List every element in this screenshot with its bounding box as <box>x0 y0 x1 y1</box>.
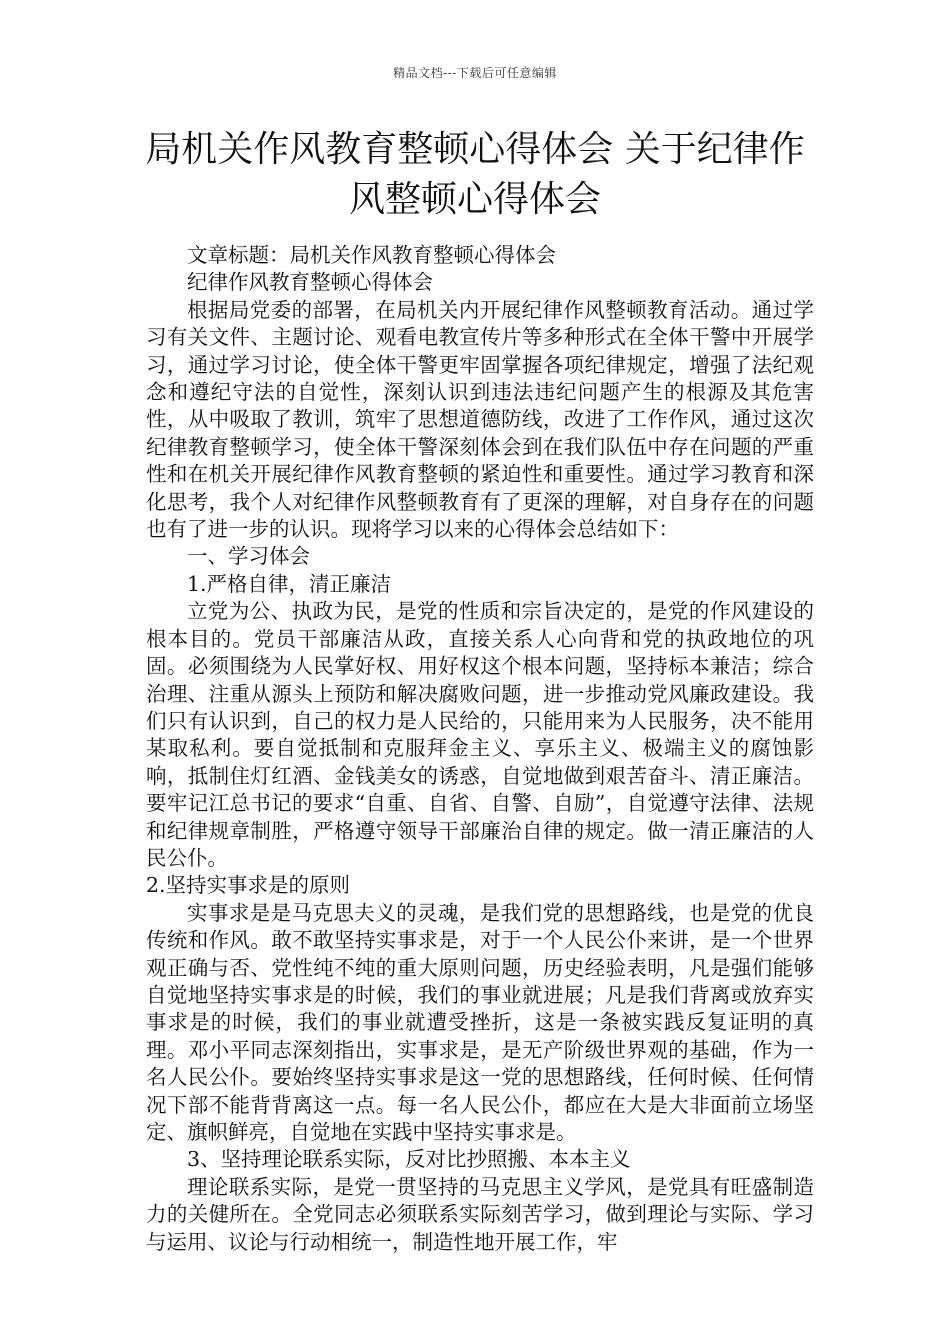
article-title-line: 文章标题：局机关作风教育整顿心得体会 <box>187 243 556 267</box>
intro-paragraph: 根据局党委的部署，在局机关内开展纪律作风整顿教育活动。通过学习有关文件、主题讨论、观看电教宣传片等多种形式在全体干警中开展学习，通过学习讨论，使全体干警更牢固掌握各项纪律规定，增强了法纪观念和遵纪守法的自觉性，深刻认识到违法违纪问题产生的根源及其危害性，从中吸取了教训，筑牢了思想道德防线，改进了工作作风，通过这次纪律教育整顿学习，使全体干警深刻体会到在我们队伍中存在问题的严重性和在机关开展纪律作风教育整顿的紧迫性和重要性。通过学习教育和深化思考，我个人对纪律作风整顿教育有了更深的理解，对自身存在的问题也有了进一步的认识。现将学习以来的心得体会总结如下： <box>146 297 814 542</box>
document-title: 局机关作风教育整顿心得体会 关于纪律作风整顿心得体会 <box>145 129 805 220</box>
subsection-heading-2: 2.坚持实事求是的原则 <box>146 873 351 898</box>
section-heading: 一、学习体会 <box>187 544 310 569</box>
page-header-note: 精品文档---下载后可任意编辑 <box>393 66 557 80</box>
subsection-heading-3: 3、坚持理论联系实际，反对比抄照搬、本本主义 <box>187 1147 631 1172</box>
paragraph-1: 立党为公、执政为民，是党的性质和宗旨决定的，是党的作风建设的根本目的。党员干部廉洁从政，直接关系人心向背和党的执政地位的巩固。必须围绕为人民掌好权、用好权这个根本问题，坚持标本兼洁；综合治理、注重从源头上预防和解决腐败问题，进一步推动党风廉政建设。我们只有认识到，自己的权力是人民给的，只能用来为人民服务，决不能用某取私利。要自觉抵制和克服拜金主义、享乐主义、极端主义的腐蚀影响，抵制住灯红酒、金钱美女的诱惑，自觉地做到艰苦奋斗、清正廉洁。要牢记江总书记的要求“自重、自省、自警、自励”，自觉遵守法律、法规和纪律规章制胜，严格遵守领导干部廉治自律的规定。做一清正廉洁的人民公仆。 <box>146 599 814 870</box>
paragraph-2: 实事求是是马克思夫义的灵魂，是我们党的思想路线，也是党的优良传统和作风。敢不敢坚持实事求是，对于一个人民公仆来讲，是一个世界观正确与否、党性纯不纯的重大原则问题，历史经验表明，凡是强们能够自觉地坚持实事求是的时候，我们的事业就进展；凡是我们背离或放弃实事求是的时候，我们的事业就遭受挫折，这是一条被实践反复证明的真理。邓小平同志深刻指出，实事求是，是无产阶级世界观的基础，作为一名人民公仆。要始终坚持实事求是这一党的思想路线，任何时候、任何情况下部不能背背离这一点。每一名人民公仆，都应在大是大非面前立场坚定、旗帜鲜亮，自觉地在实践中坚持实事求是。 <box>146 900 814 1144</box>
subsection-heading-1: 1.严格自律，清正廉洁 <box>187 571 392 596</box>
subtitle-line: 纪律作风教育整顿心得体会 <box>187 270 433 295</box>
paragraph-3: 理论联系实际，是党一贯坚持的马克思主义学风，是党具有旺盛制造力的关健所在。全党同志必须联系实际刻苦学习，做到理论与实际、学习与运用、议论与行动相统一，制造性地开展工作，牢 <box>146 1174 814 1254</box>
document-body <box>146 242 814 1256</box>
